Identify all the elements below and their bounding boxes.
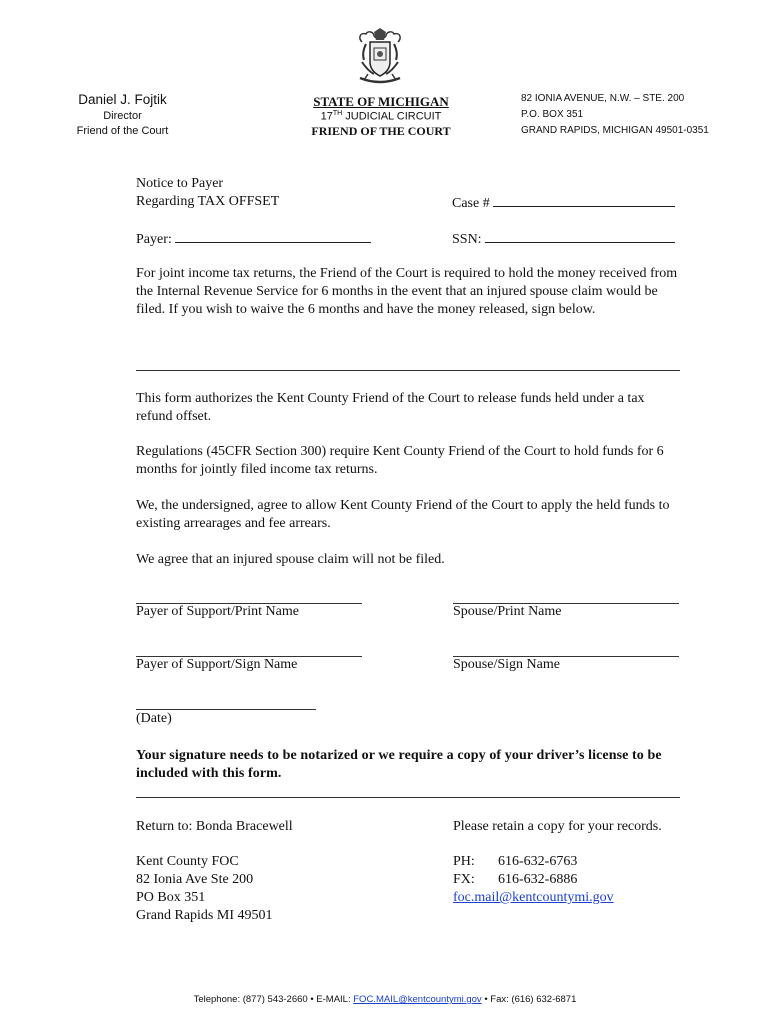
ssn-label: SSN: <box>452 232 486 247</box>
payer-field[interactable] <box>136 230 371 248</box>
circuit-label: JUDICIAL CIRCUIT <box>342 110 442 123</box>
payer-label: Payer: <box>136 232 176 247</box>
footer-fax: Fax: (616) 632-6871 <box>487 994 577 1005</box>
footer-bullet-1: • <box>310 994 314 1005</box>
director-name: Daniel J. Fojtik <box>78 92 167 107</box>
payer-line[interactable] <box>175 230 371 243</box>
email-link[interactable]: foc.mail@kentcountymi.gov <box>453 890 614 905</box>
case-number-label: Case # <box>452 196 494 211</box>
retain-copy: Please retain a copy for your records. <box>453 819 662 834</box>
footer-email-link[interactable]: FOC.MAIL@kentcountymi.gov <box>353 994 482 1005</box>
director-org: Friend of the Court <box>76 125 169 137</box>
circuit-heading <box>300 110 462 123</box>
state-seal-icon <box>354 28 406 86</box>
section-divider <box>136 797 680 798</box>
agree-claim-paragraph: We agree that an injured spouse claim will not be filed. <box>136 552 445 567</box>
payer-print-label: Payer of Support/Print Name <box>136 604 299 619</box>
case-number-line[interactable] <box>493 194 675 207</box>
state-heading: STATE OF MICHIGAN <box>313 94 449 109</box>
phone-value: 616-632-6763 <box>498 854 578 869</box>
return-to: Return to: Bonda Bracewell <box>136 819 293 834</box>
circuit-number: 17 <box>320 110 333 123</box>
notice-title: Notice to Payer <box>136 176 224 191</box>
page-footer <box>0 994 770 1005</box>
address-line-3: GRAND RAPIDS, MICHIGAN 49501-0351 <box>521 125 709 136</box>
joint-returns-paragraph: For joint income tax returns, the Friend of the Court is required to hold the money received from the Internal Revenue Service for 6 months in the event that an injured spouse claim would be filed. If you wish to waive the 6 months and have the money released, sign below. <box>136 266 678 317</box>
return-street: 82 Ionia Ave Ste 200 <box>136 872 254 887</box>
phone-label: PH: <box>453 854 475 869</box>
footer-email-label: E-MAIL: <box>313 994 354 1005</box>
fax-label: FX: <box>453 872 475 887</box>
circuit-ordinal: TH <box>332 110 343 117</box>
footer-telephone: Telephone: (877) 543-2660 <box>193 994 311 1005</box>
notarize-notice: Your signature needs to be notarized or we require a copy of your driver’s license to be included with this form. <box>136 748 662 781</box>
payer-sign-label: Payer of Support/Sign Name <box>136 657 298 672</box>
address-line-1: 82 IONIA AVENUE, N.W. – STE. 200 <box>521 93 685 104</box>
spouse-sign-label: Spouse/Sign Name <box>453 657 560 672</box>
date-label: (Date) <box>136 711 172 726</box>
regulations-paragraph: Regulations (45CFR Section 300) require Kent County Friend of the Court to hold funds for 6 months for jointly filed income tax returns. <box>136 444 664 477</box>
fax-value: 616-632-6886 <box>498 872 578 887</box>
date-line[interactable] <box>136 709 316 710</box>
return-city: Grand Rapids MI 49501 <box>136 908 273 923</box>
waiver-signature-line[interactable] <box>136 370 680 371</box>
case-number-field[interactable] <box>452 194 675 212</box>
footer-bullet-2: • <box>484 994 488 1005</box>
address-line-2: P.O. BOX 351 <box>521 109 584 120</box>
return-org: Kent County FOC <box>136 854 239 869</box>
foc-heading: FRIEND OF THE COURT <box>311 124 451 138</box>
notice-subtitle: Regarding TAX OFFSET <box>136 194 280 209</box>
ssn-field[interactable] <box>452 230 675 248</box>
spouse-print-label: Spouse/Print Name <box>453 604 562 619</box>
director-title: Director <box>103 110 142 122</box>
agree-apply-paragraph: We, the undersigned, agree to allow Kent County Friend of the Court to apply the held funds to existing arrearages and fee arrears. <box>136 498 670 531</box>
return-po-box: PO Box 351 <box>136 890 206 905</box>
authorizes-paragraph: This form authorizes the Kent County Friend of the Court to release funds held under a tax refund offset. <box>136 391 645 424</box>
ssn-line[interactable] <box>485 230 675 243</box>
